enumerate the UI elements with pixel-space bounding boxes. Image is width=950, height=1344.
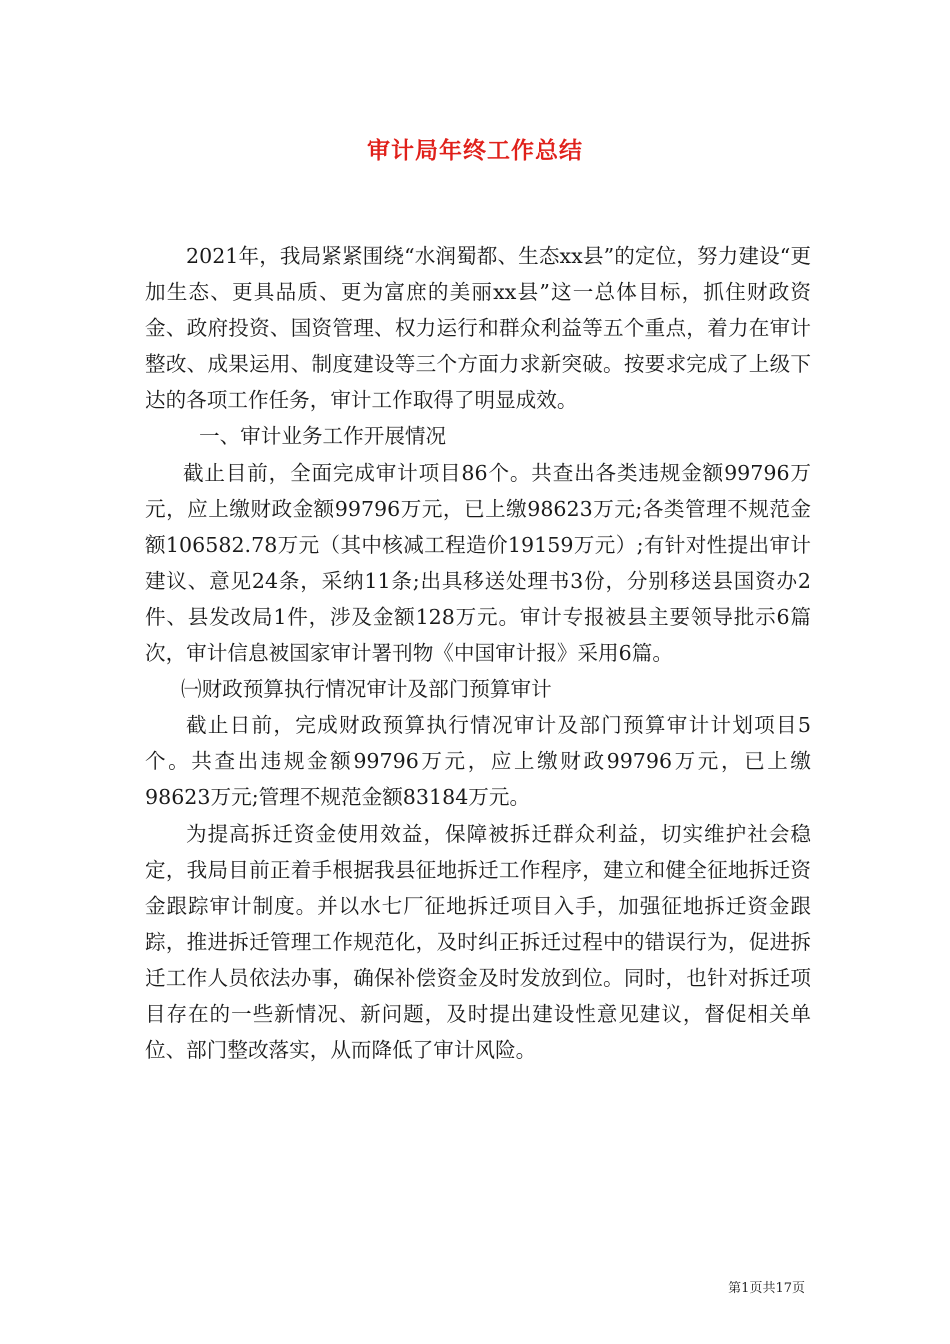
budget-audit-paragraph: 截止日前，完成财政预算执行情况审计及部门预算审计计划项目5个。共查出违规金额99796万元，应上缴财政99796万元，已上缴98623万元;管理不规范金额83184万元。 — [145, 713, 811, 810]
subsection-heading-1: ㈠财政预算执行情况审计及部门预算审计 — [181, 677, 552, 702]
document-body — [145, 238, 811, 1068]
section-heading-1: 一、审计业务工作开展情况 — [199, 424, 447, 449]
document-title: 审计局年终工作总结 — [367, 138, 583, 164]
summary-paragraph: 截止目前，全面完成审计项目86个。共查出各类违规金额99796万元，应上缴财政金额99796万元，已上缴98623万元;各类管理不规范金额106582.78万元（其中核减工程造价19159万元）;有针对性提出审计建议、意见24条，采纳11条;出具移送处理书3份，分别移送县国资办2件、县发改局1件，涉及金额128万元。审计专报被县主要领导批示6篇次，审计信息被国家审计署刊物《中国审计报》采用6篇。 — [145, 460, 811, 666]
relocation-audit-paragraph: 为提高拆迁资金使用效益，保障被拆迁群众利益，切实维护社会稳定，我局目前正着手根据我县征地拆迁工作程序，建立和健全征地拆迁资金跟踪审计制度。并以水七厂征地拆迁项目入手，加强征地拆迁资金跟踪，推进拆迁管理工作规范化，及时纠正拆迁过程中的错误行为，促进拆迁工作人员依法办事，确保补偿资金及时发放到位。同时，也针对拆迁项目存在的一些新情况、新问题，及时提出建设性意见建议，督促相关单位、部门整改落实，从而降低了审计风险。 — [145, 821, 811, 1063]
page-number: 第1页共17页 — [728, 1281, 805, 1296]
intro-paragraph: 2021年，我局紧紧围绕“水润蜀都、生态xx县”的定位，努力建设“更加生态、更具品质、更为富庶的美丽xx县”这一总体目标，抓住财政资金、政府投资、国资管理、权力运行和群众利益等五个重点，着力在审计整改、成果运用、制度建设等三个方面力求新突破。按要求完成了上级下达的各项工作任务，审计工作取得了明显成效。 — [145, 244, 811, 413]
